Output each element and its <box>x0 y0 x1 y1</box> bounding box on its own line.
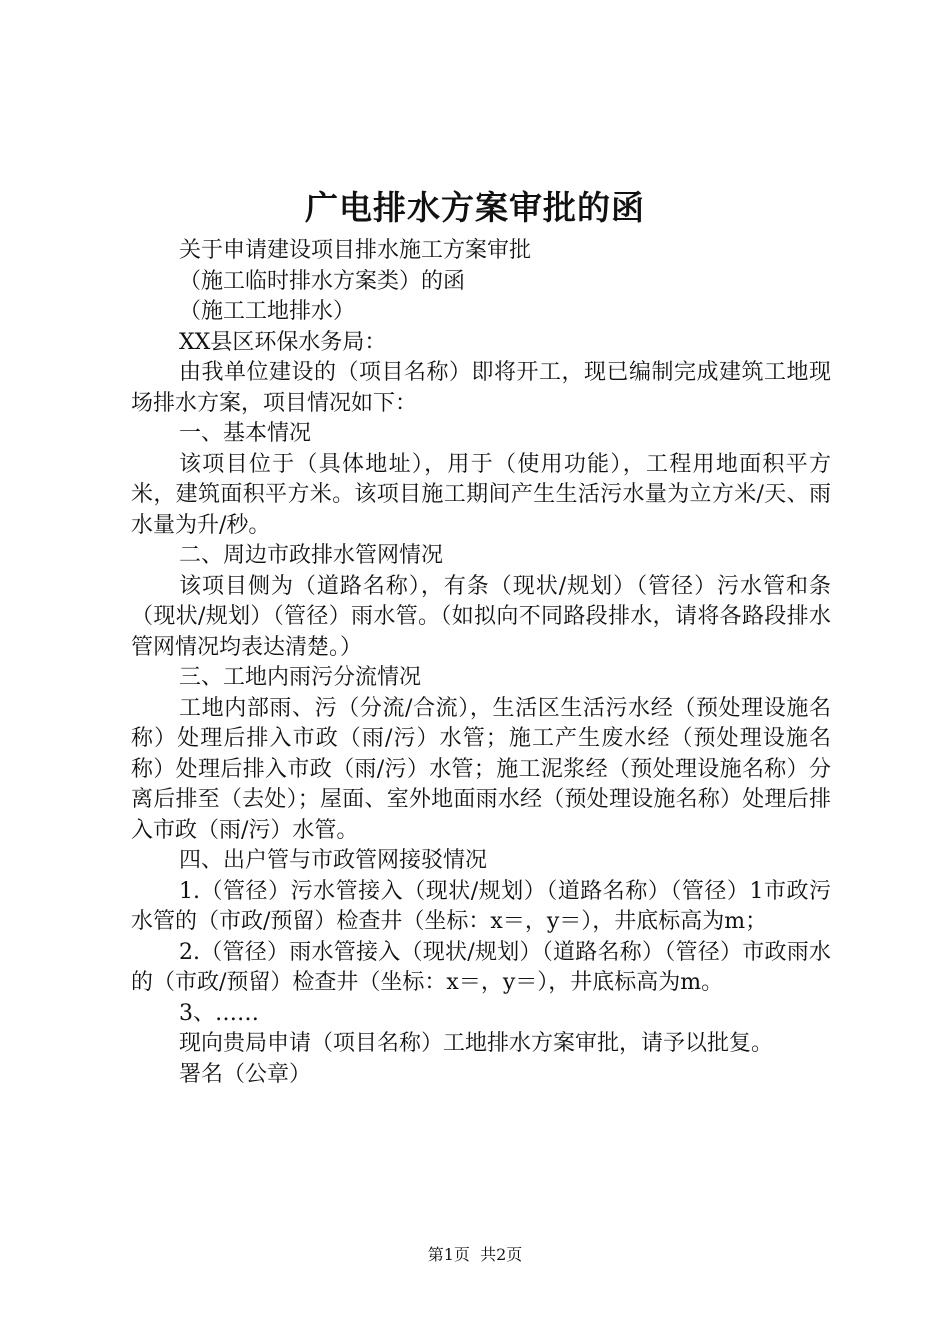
document-title: 广电排水方案审批的函 <box>305 188 645 227</box>
recipient-line: XX县区环保水务局： <box>179 329 387 355</box>
page-total: 共2页 <box>480 1245 523 1264</box>
subject-line-1: 关于申请建设项目排水施工方案审批 <box>179 238 532 263</box>
rainwater-connection-item: 2.（管径）雨水管接入（现状/规划）（道路名称）（管径）市政雨水的（市政/预留）检查井（坐标：x＝，y＝），井底标高为m。 <box>131 939 831 995</box>
document-body <box>131 236 831 1090</box>
subject-line-2: （施工临时排水方案类）的函 <box>179 268 466 294</box>
page-number: 第1页 <box>427 1245 470 1264</box>
section-heading-2: 二、周边市政排水管网情况 <box>179 543 444 568</box>
signature-line: 署名（公章） <box>179 1061 312 1087</box>
section-heading-1: 一、基本情况 <box>179 421 312 446</box>
sewage-connection-item: 1.（管径）污水管接入（现状/规划）（道路名称）（管径）1市政污水管的（市政/预留）检查井（坐标：x＝，y＝），井底标高为m； <box>131 878 831 934</box>
drainage-network-paragraph: 该项目侧为（道路名称），有条（现状/规划）（管径）污水管和条（现状/规划）（管径）雨水管。（如拟向不同路段排水，请将各路段排水管网情况均表达清楚。） <box>131 573 831 660</box>
request-paragraph: 现向贵局申请（项目名称）工地排水方案审批，请予以批复。 <box>179 1031 774 1056</box>
section-heading-3: 三、工地内雨污分流情况 <box>179 665 422 690</box>
section-heading-4: 四、出户管与市政管网接驳情况 <box>179 848 488 873</box>
ellipsis-item: 3、…… <box>179 1000 259 1026</box>
intro-paragraph: 由我单位建设的（项目名称）即将开工，现已编制完成建筑工地现场排水方案，项目情况如下： <box>131 360 831 416</box>
subject-line-3: （施工工地排水） <box>179 299 356 324</box>
separation-paragraph: 工地内部雨、污（分流/合流），生活区生活污水经（预处理设施名称）处理后排入市政（雨/污）水管；施工产生废水经（预处理设施名称）处理后排入市政（雨/污）水管；施工泥浆经（预处理设施名称）分离后排至（去处）；屋面、室外地面雨水经（预处理设施名称）处理后排入市政（雨/污）水管。 <box>131 695 831 843</box>
page-footer <box>0 1240 950 1270</box>
basic-info-paragraph: 该项目位于（具体地址），用于（使用功能），工程用地面积平方米，建筑面积平方米。该项目施工期间产生生活污水量为立方米/天、雨水量为升/秒。 <box>131 451 831 538</box>
